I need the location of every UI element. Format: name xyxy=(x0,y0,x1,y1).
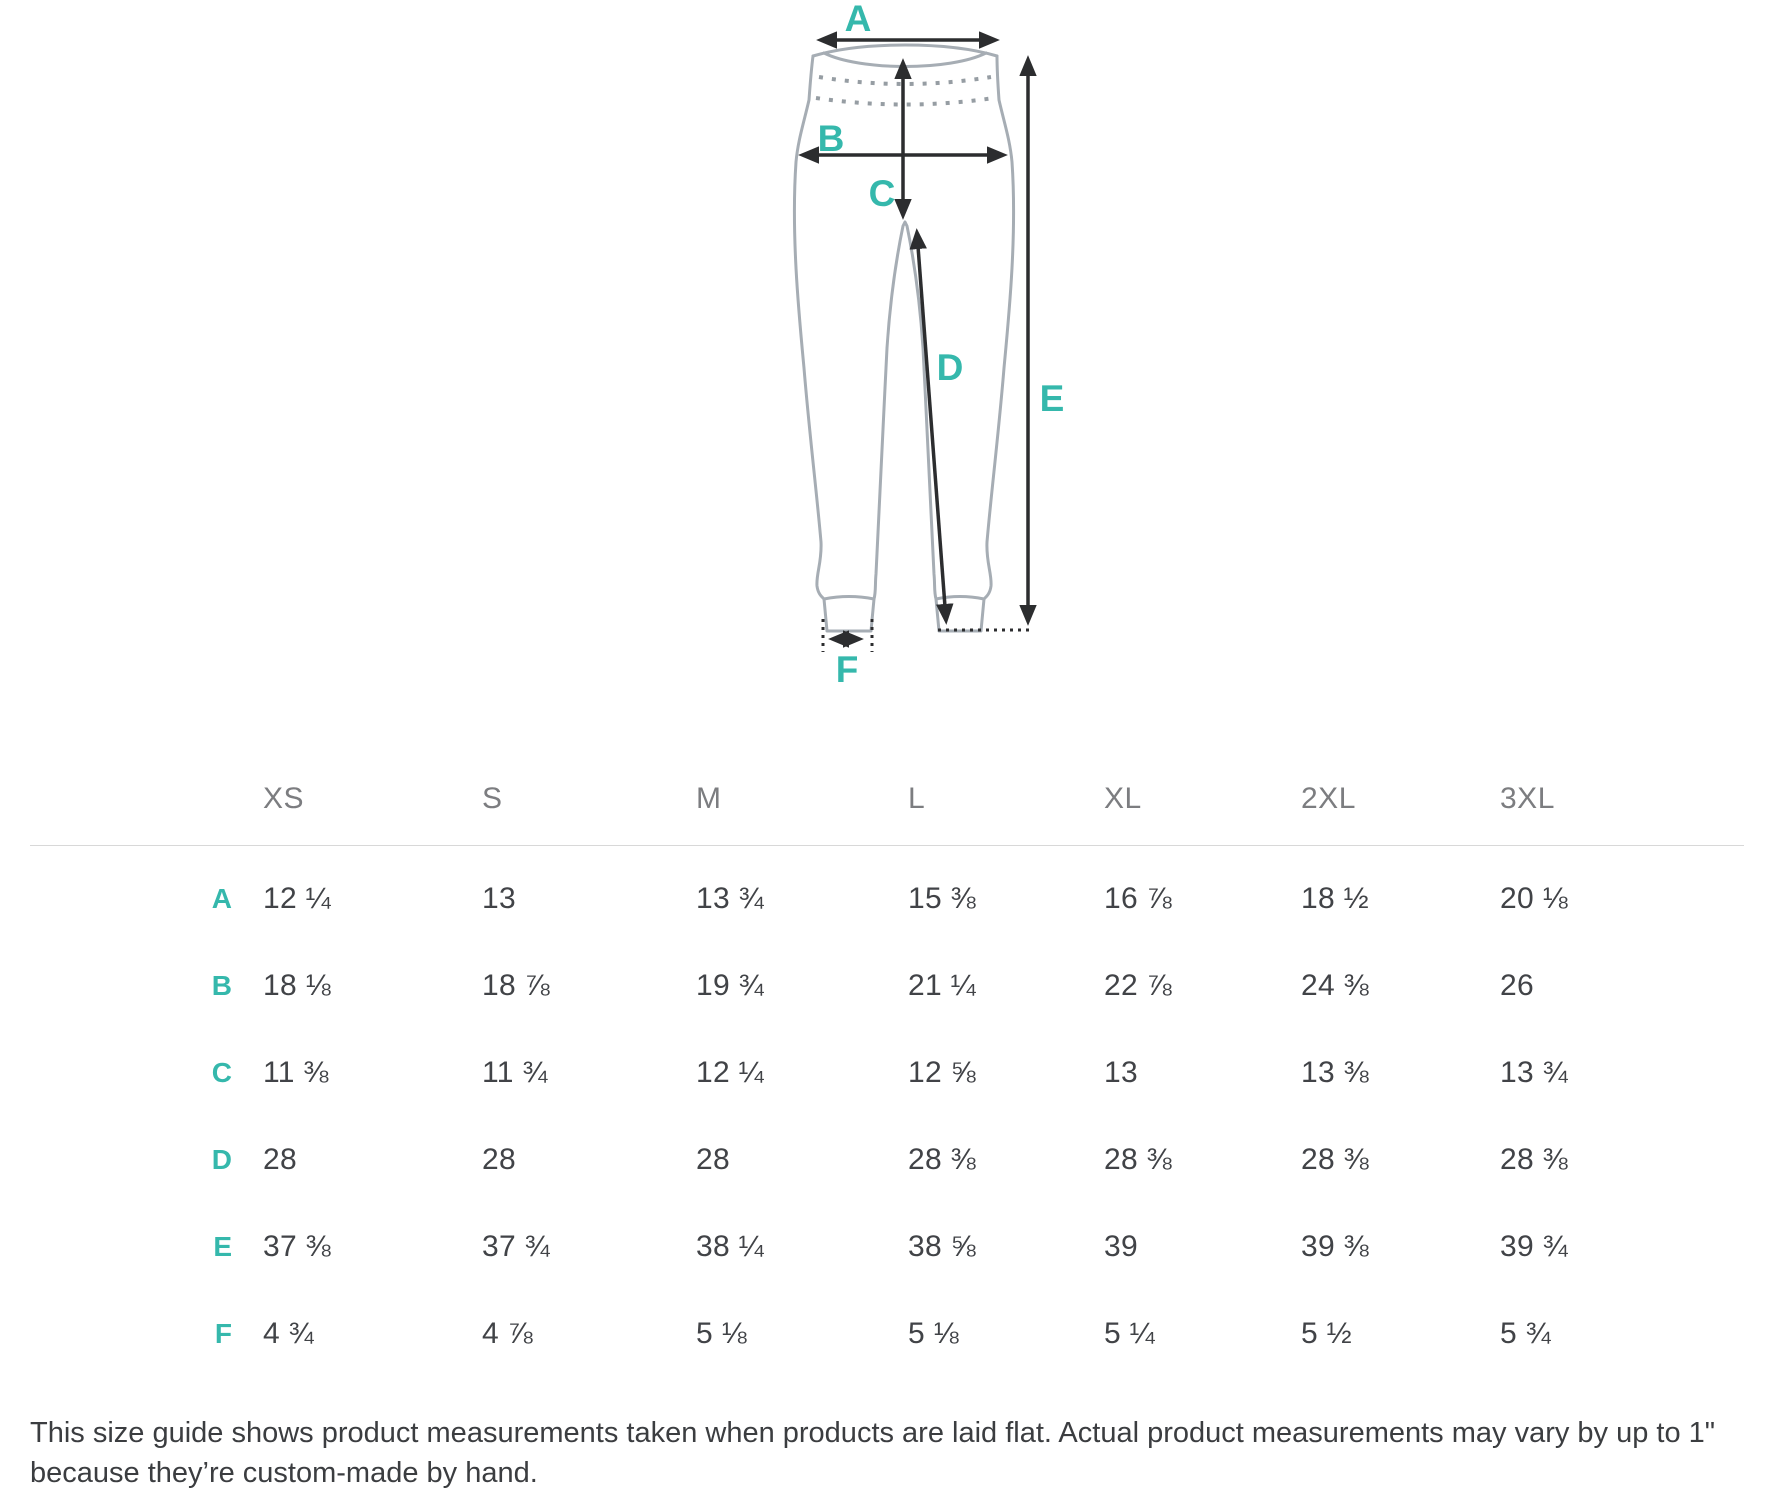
diagram-label-b: B xyxy=(817,118,845,159)
measurement-value-cell: 13 xyxy=(1104,1055,1138,1089)
size-col-header: M xyxy=(696,782,722,815)
measurement-value-cell: 24 ⅜ xyxy=(1301,968,1369,1002)
waistband-top-edge xyxy=(813,45,997,56)
measurement-value-cell: 38 ⅝ xyxy=(908,1229,976,1263)
measurement-value-cell: 13 ¾ xyxy=(696,881,764,915)
diagram-label-c: C xyxy=(868,173,896,214)
measurement-value-cell: 21 ¼ xyxy=(908,968,976,1002)
measurement-value-cell: 13 ⅜ xyxy=(1301,1055,1369,1089)
measurement-value-cell: 5 ¾ xyxy=(1500,1316,1551,1350)
size-col-header: XL xyxy=(1104,782,1142,815)
measurement-value-cell: 12 ⅝ xyxy=(908,1055,976,1089)
disclaimer-line: because they’re custom-made by hand. xyxy=(30,1457,538,1489)
disclaimer-line: This size guide shows product measurements taken when products are laid flat. Actual product measurements may vary by up to 1" xyxy=(30,1417,1716,1449)
table-row-e xyxy=(0,1203,1774,1290)
measurement-row-label: F xyxy=(214,1317,232,1349)
diagram-label-d: D xyxy=(936,347,964,388)
measurement-value-cell: 15 ⅜ xyxy=(908,881,976,915)
measurement-value-cell: 12 ¼ xyxy=(263,881,331,915)
size-col-header: S xyxy=(482,782,503,815)
measurement-row-label: D xyxy=(211,1143,232,1175)
measurement-value-cell: 28 ⅜ xyxy=(1500,1142,1568,1176)
dotted-guides xyxy=(823,619,1032,652)
table-row-c xyxy=(0,1029,1774,1116)
size-col-header: 2XL xyxy=(1301,782,1356,815)
size-col-header: XS xyxy=(263,782,305,815)
size-col-header: 3XL xyxy=(1500,782,1555,815)
measurement-value-cell: 28 xyxy=(482,1142,516,1176)
measurement-value-cell: 39 ⅜ xyxy=(1301,1229,1369,1263)
measurement-row-label: C xyxy=(211,1056,232,1088)
diagram-label-f: F xyxy=(835,649,859,690)
measurement-row-label: B xyxy=(211,969,232,1001)
measurement-value-cell: 37 ¾ xyxy=(482,1229,550,1263)
measurement-value-cell: 18 ⅛ xyxy=(263,968,331,1002)
measurement-value-cell: 4 ¾ xyxy=(263,1316,314,1350)
diagram-label-e: E xyxy=(1039,378,1065,419)
left-cuff-top xyxy=(824,597,874,600)
measurement-value-cell: 22 ⅞ xyxy=(1104,968,1172,1002)
measurement-value-cell: 11 ¾ xyxy=(482,1055,548,1089)
measurement-value-cell: 39 xyxy=(1104,1229,1138,1263)
size-table-header-row xyxy=(0,763,1774,835)
measurement-value-cell: 26 xyxy=(1500,968,1534,1002)
measurement-value-cell: 28 xyxy=(696,1142,730,1176)
diagram-label-a: A xyxy=(844,0,872,39)
measurement-value-cell: 5 ½ xyxy=(1301,1316,1352,1350)
pants-size-diagram xyxy=(650,0,1110,692)
measurement-value-cell: 5 ¼ xyxy=(1104,1316,1155,1350)
measurement-value-cell: 28 ⅜ xyxy=(1104,1142,1172,1176)
table-row-a xyxy=(0,855,1774,942)
measurement-value-cell: 12 ¼ xyxy=(696,1055,764,1089)
measurement-value-cell: 13 ¾ xyxy=(1500,1055,1568,1089)
measurement-value-cell: 11 ⅜ xyxy=(263,1055,329,1089)
size-table-body xyxy=(0,846,1774,1377)
measurement-value-cell: 28 ⅜ xyxy=(908,1142,976,1176)
measurement-value-cell: 39 ¾ xyxy=(1500,1229,1568,1263)
measurement-value-cell: 37 ⅜ xyxy=(263,1229,331,1263)
measurement-value-cell: 19 ¾ xyxy=(696,968,764,1002)
measurement-value-cell: 5 ⅛ xyxy=(908,1316,959,1350)
arrow-d-inseam xyxy=(917,233,946,620)
table-row-f xyxy=(0,1290,1774,1377)
waistband-stitching xyxy=(816,77,994,105)
waistband-opening-curve xyxy=(824,53,986,67)
measurement-row-label: A xyxy=(211,882,232,914)
table-row-b xyxy=(0,942,1774,1029)
measurement-value-cell: 4 ⅞ xyxy=(482,1316,533,1350)
measurement-value-cell: 18 ½ xyxy=(1301,881,1369,915)
table-row-d xyxy=(0,1116,1774,1203)
disclaimer-text xyxy=(30,1413,1770,1493)
measurement-value-cell: 28 xyxy=(263,1142,297,1176)
measurement-value-cell: 5 ⅛ xyxy=(696,1316,747,1350)
measurement-value-cell: 20 ⅛ xyxy=(1500,881,1568,915)
measurement-value-cell: 18 ⅞ xyxy=(482,968,550,1002)
measurement-value-cell: 13 xyxy=(482,881,516,915)
size-col-header: L xyxy=(908,782,926,815)
measurement-row-label: E xyxy=(213,1230,232,1262)
measurement-value-cell: 16 ⅞ xyxy=(1104,881,1172,915)
measurement-value-cell: 28 ⅜ xyxy=(1301,1142,1369,1176)
measurement-value-cell: 38 ¼ xyxy=(696,1229,764,1263)
